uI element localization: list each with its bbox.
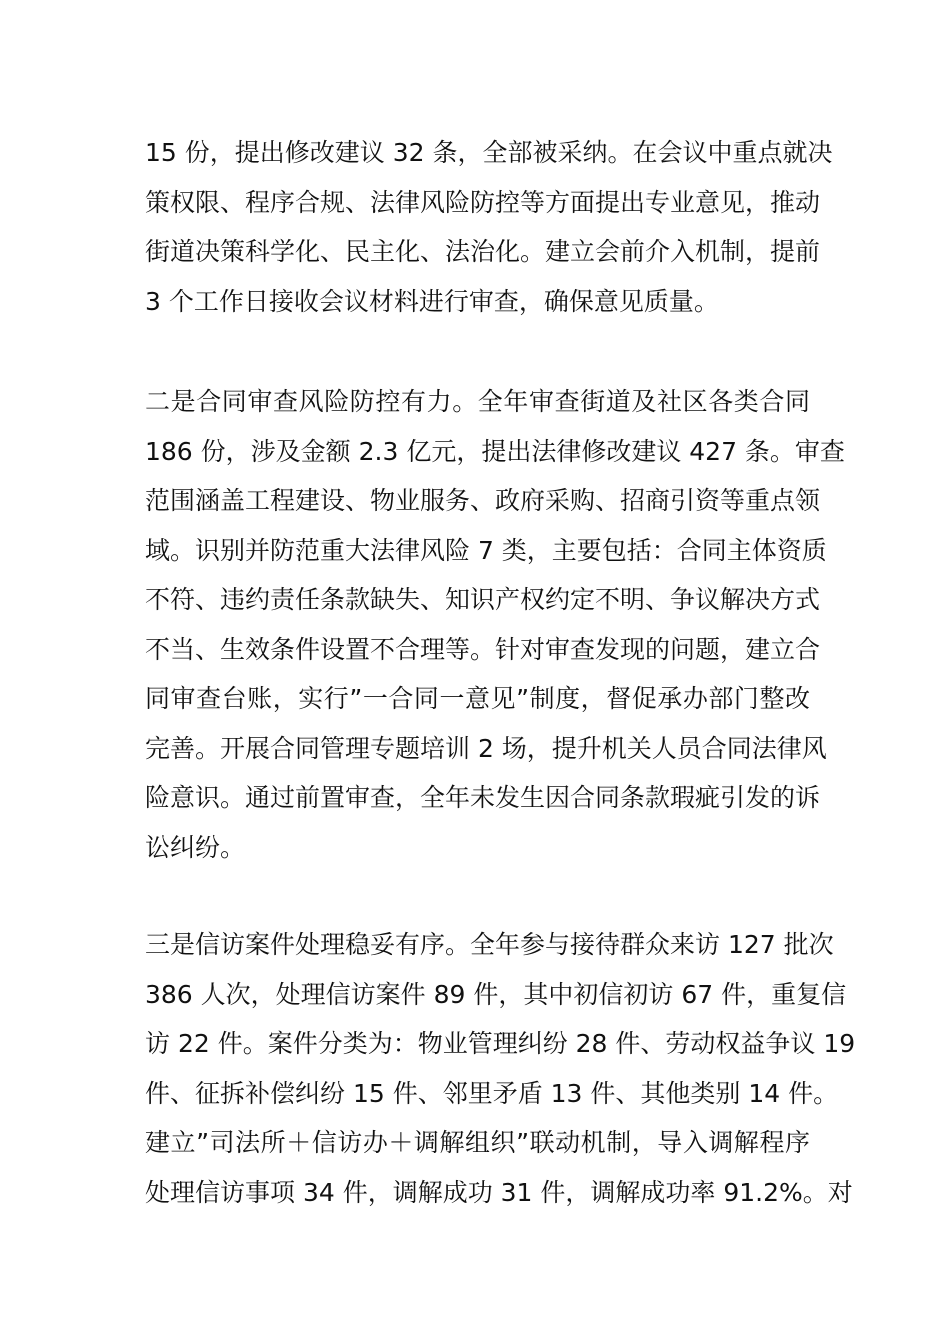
text-line: 讼纠纷。	[145, 832, 246, 862]
paragraph-meeting-review	[145, 128, 833, 326]
text-line: 险意识。通过前置审查，全年未发生因合同条款瑕疵引发的诉	[145, 783, 821, 812]
text-line: 三是信访案件处理稳妥有序。全年参与接待群众来访 127 批次	[145, 930, 834, 959]
text-line: 186 份，涉及金额 2.3 亿元，提出法律修改建议 427 条。审查	[145, 436, 845, 466]
text-line: 街道决策科学化、民主化、法治化。建立会前介入机制，提前	[145, 237, 821, 266]
paragraph-contract-review	[145, 377, 845, 872]
text-line: 范围涵盖工程建设、物业服务、政府采购、招商引资等重点领	[145, 486, 821, 515]
text-line: 处理信访事项 34 件，调解成功 31 件，调解成功率 91.2%。对	[145, 1177, 853, 1207]
text-line: 访 22 件。案件分类为：物业管理纠纷 28 件、劳动权益争议 19	[145, 1029, 856, 1058]
text-line: 386 人次，处理信访案件 89 件，其中初信初访 67 件，重复信	[145, 979, 847, 1009]
text-line: 件、征拆补偿纠纷 15 件、邻里矛盾 13 件、其他类别 14 件。	[145, 1078, 839, 1108]
text-line: 不当、生效条件设置不合理等。针对审查发现的问题，建立合	[145, 634, 821, 664]
text-line: 3 个工作日接收会议材料进行审查，确保意见质量。	[145, 286, 719, 316]
text-line: 二是合同审查风险防控有力。全年审查街道及社区各类合同	[145, 387, 810, 416]
text-line: 同审查台账，实行”一合同一意见”制度，督促承办部门整改	[145, 684, 810, 713]
paragraph-petition-handling	[145, 920, 856, 1217]
text-line: 域。识别并防范重大法律风险 7 类，主要包括：合同主体资质	[145, 535, 827, 565]
text-line: 完善。开展合同管理专题培训 2 场，提升机关人员合同法律风	[145, 733, 827, 763]
text-line: 15 份，提出修改建议 32 条，全部被采纳。在会议中重点就决	[145, 138, 833, 167]
text-line: 建立”司法所＋信访办＋调解组织”联动机制，导入调解程序	[145, 1128, 810, 1157]
text-line: 策权限、程序合规、法律风险防控等方面提出专业意见，推动	[145, 187, 821, 217]
text-line: 不符、违约责任条款缺失、知识产权约定不明、争议解决方式	[145, 585, 821, 614]
